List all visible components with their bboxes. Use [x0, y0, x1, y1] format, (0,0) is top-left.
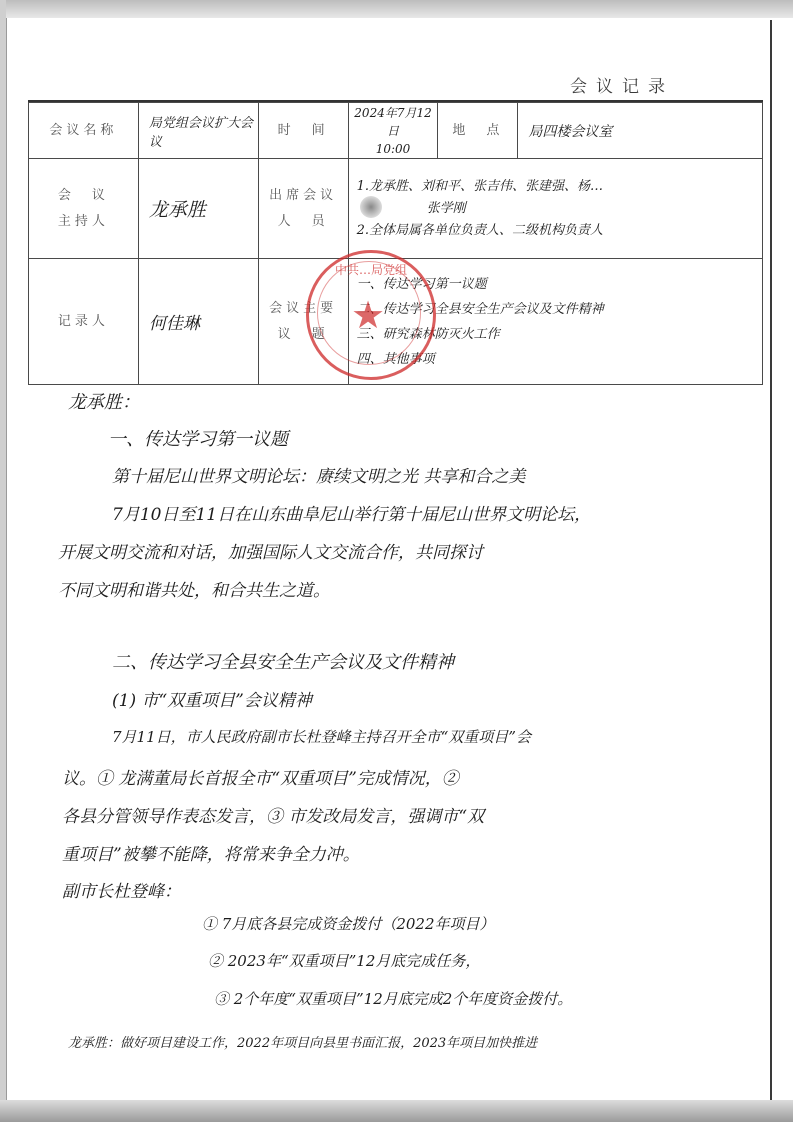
- topics-value: [348, 259, 762, 385]
- attendees-label: [258, 159, 348, 259]
- item2-line: 副市长杜登峰：: [62, 882, 181, 902]
- topics-label-line1: 会议主要: [269, 300, 338, 316]
- meeting-name-label: 会议名称: [29, 103, 139, 159]
- item1-line: 不同文明和谐共处，和合共生之道。: [58, 581, 330, 601]
- scan-bottom-band: [0, 1100, 793, 1122]
- item2-point: ① 7月底各县完成资金拨付（2022年项目）: [202, 915, 495, 933]
- attendees-line-1: 1.龙承胜、刘和平、张吉伟、张建强、杨…: [356, 178, 603, 194]
- meeting-info-table: [28, 102, 763, 385]
- host-label-line1: 会 议: [57, 187, 109, 203]
- row-host-attendees: [29, 159, 763, 259]
- page-left-edge: [6, 0, 7, 1122]
- attendees-value: [348, 159, 762, 259]
- seal-star-icon: ★: [351, 293, 386, 337]
- item2-line: 7月11日，市人民政府副市长杜登峰主持召开全市“双重项目”会: [112, 728, 531, 746]
- page-right-edge: [770, 20, 772, 1120]
- recorder-value: 何佳琳: [138, 259, 258, 385]
- time-label: 时 间: [258, 103, 348, 159]
- topic-item: 二、传达学习全县安全生产会议及文件精神: [356, 301, 604, 317]
- time-value-clock: 10:00: [375, 141, 411, 156]
- item2-point: ③ 2个年度“双重项目”12月底完成2个年度资金拨付。: [214, 990, 573, 1008]
- host-label-line2: 主持人: [57, 213, 109, 229]
- row-name-time-place: [29, 103, 763, 159]
- scan-top-band: [6, 0, 793, 18]
- topics-label-line2: 议 题: [277, 326, 329, 342]
- item2-subtitle: (1) 市“双重项目”会议精神: [112, 691, 312, 711]
- item1-title: 一、传达学习第一议题: [108, 429, 288, 450]
- attendees-label-line2: 人 员: [277, 213, 329, 229]
- host-label: [29, 159, 139, 259]
- attendees-label-line1: 出席会议: [269, 187, 338, 203]
- item1-line: 第十届尼山世界文明论坛：赓续文明之光 共享和合之美: [112, 467, 526, 487]
- attendees-line-2: 张学刚: [426, 200, 466, 216]
- speaker-name: 龙承胜：: [68, 392, 140, 413]
- recorder-label: 记录人: [29, 259, 139, 385]
- topics-label: [258, 259, 348, 385]
- topic-item: 一、传达学习第一议题: [356, 276, 487, 292]
- page-title: 会议记录: [570, 77, 674, 97]
- item2-line: 各县分管领导作表态发言，③ 市发改局发言，强调市“双: [62, 807, 485, 827]
- place-value: 局四楼会议室: [518, 103, 763, 159]
- item1-line: 开展文明交流和对话，加强国际人文交流合作，共同探讨: [58, 543, 483, 563]
- closing-line: 龙承胜：做好项目建设工作，2022年项目向县里书面汇报，2023年项目加快推进: [68, 1036, 538, 1051]
- meeting-name-value: 局党组会议扩大会议: [138, 103, 258, 159]
- redaction-blur: [360, 196, 382, 218]
- item2-point: ② 2023年“双重项目”12月底完成任务，: [208, 952, 481, 970]
- host-value: 龙承胜: [138, 159, 258, 259]
- place-label: 地 点: [438, 103, 518, 159]
- time-value-date: 2024年7月12日: [354, 105, 432, 138]
- item2-line: 议。① 龙满董局长首报全市“双重项目”完成情况，②: [62, 769, 459, 789]
- item2-line: 重项目”被攀不能降，将常来争全力冲。: [62, 845, 360, 865]
- topic-item: 四、其他事项: [356, 351, 435, 367]
- item1-line: 7月10日至11日在山东曲阜尼山举行第十届尼山世界文明论坛，: [112, 505, 592, 525]
- topic-item: 三、研究森林防灭火工作: [356, 326, 500, 342]
- attendees-line-3: 2.全体局属各单位负责人、二级机构负责人: [356, 222, 603, 238]
- seal-text: 中共…局党组: [334, 263, 407, 277]
- item2-title: 二、传达学习全县安全生产会议及文件精神: [112, 652, 454, 673]
- row-recorder-topics: [29, 259, 763, 385]
- time-value: [348, 103, 438, 159]
